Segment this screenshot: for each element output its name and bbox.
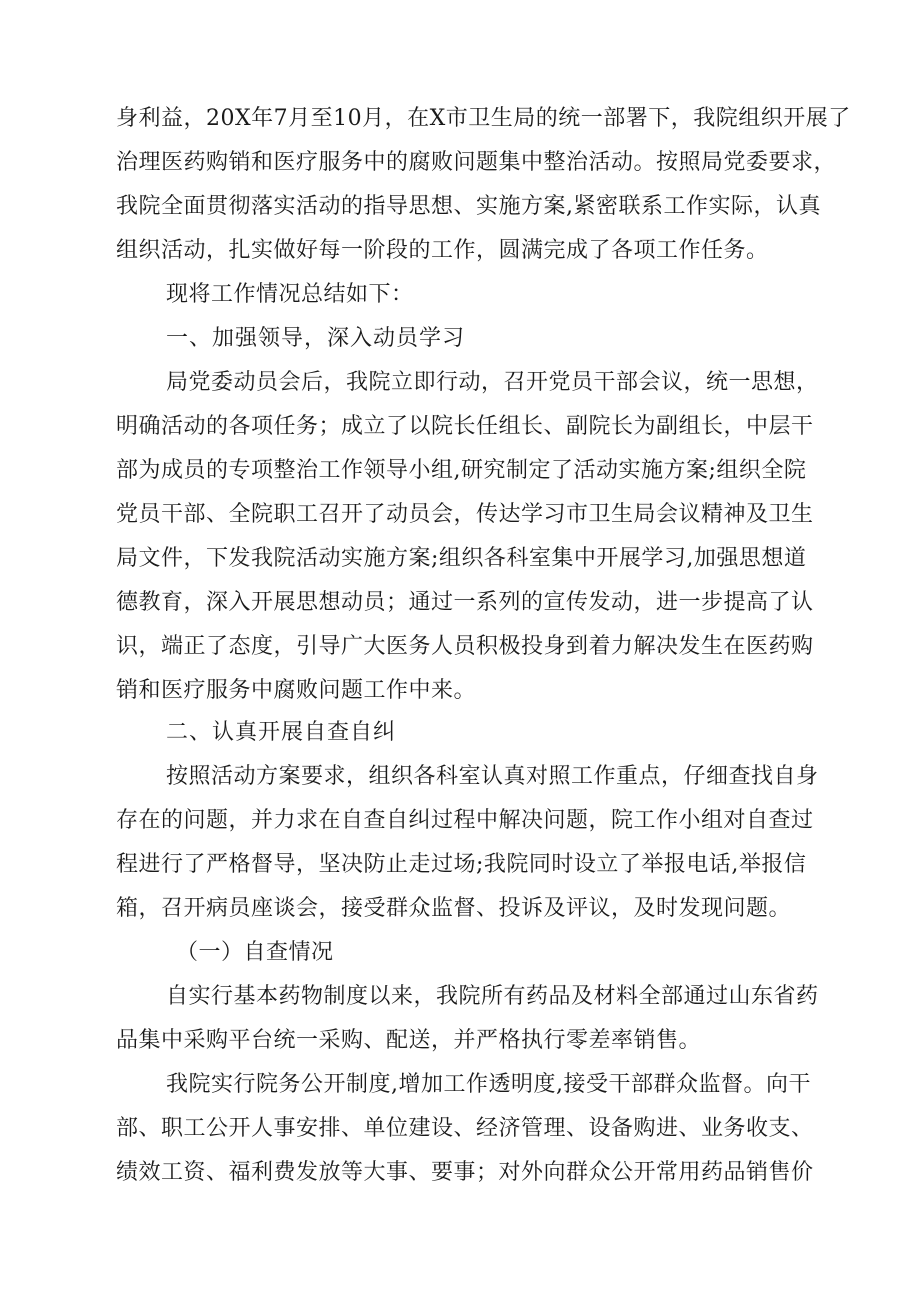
intro-line: 身利益，20X年7月至10月，在X市卫生局的统一部署下，我院组织开展了 [116, 106, 851, 131]
body-line: 按照活动方案要求，组织各科室认真对照工作重点，仔细查找自身 [166, 764, 819, 789]
summary-line: 现将工作情况总结如下： [166, 282, 414, 307]
body-line: 德教育，深入开展思想动员；通过一系列的宣传发动，进一步提高了认 [116, 590, 814, 615]
intro-line: 组织活动，扎实做好每一阶段的工作，圆满完成了各项工作任务。 [116, 238, 769, 263]
body-line: 部、职工公开人事安排、单位建设、经济管理、设备购进、业务收支、 [116, 1116, 814, 1141]
body-line: 程进行了严格督导，坚决防止走过场;我院同时设立了举报电话,举报信 [116, 852, 807, 877]
body-line: 我院实行院务公开制度,增加工作透明度,接受干部群众监督。向干 [166, 1072, 811, 1097]
body-line: 绩效工资、福利费发放等大事、要事；对外向群众公开常用药品销售价 [116, 1160, 814, 1185]
body-line: 箱，召开病员座谈会，接受群众监督、投诉及评议，及时发现问题。 [116, 896, 792, 921]
body-line: 党员干部、全院职工召开了动员会，传达学习市卫生局会议精神及卫生 [116, 502, 814, 527]
body-line: 品集中采购平台统一采购、配送，并严格执行零差率销售。 [116, 1028, 702, 1053]
body-line: 存在的问题，并力求在自查自纠过程中解决问题，院工作小组对自查过 [116, 808, 814, 833]
section-heading: 二、认真开展自查自纠 [166, 720, 397, 745]
body-line: 识，端正了态度，引导广大医务人员积极投身到着力解决发生在医药购 [116, 634, 814, 659]
body-line: 明确活动的各项任务；成立了以院长任组长、副院长为副组长，中层干 [116, 414, 814, 439]
subsection-heading: （一）自查情况 [176, 940, 334, 965]
body-line: 销和医疗服务中腐败问题工作中来。 [116, 678, 477, 703]
body-line: 局党委动员会后，我院立即行动，召开党员干部会议，统一思想， [166, 370, 819, 395]
body-line: 局文件，下发我院活动实施方案;组织各科室集中开展学习,加强思想道 [116, 546, 807, 571]
section-heading: 一、加强领导，深入动员学习 [166, 326, 466, 351]
body-line: 部为成员的专项整治工作领导小组,研究制定了活动实施方案;组织全院 [116, 458, 807, 483]
intro-line: 治理医药购销和医疗服务中的腐败问题集中整治活动。按照局党委要求， [116, 150, 837, 175]
body-line: 自实行基本药物制度以来，我院所有药品及材料全部通过山东省药 [166, 984, 819, 1009]
intro-line: 我院全面贯彻落实活动的指导思想、实施方案,紧密联系工作实际，认真 [116, 194, 821, 219]
